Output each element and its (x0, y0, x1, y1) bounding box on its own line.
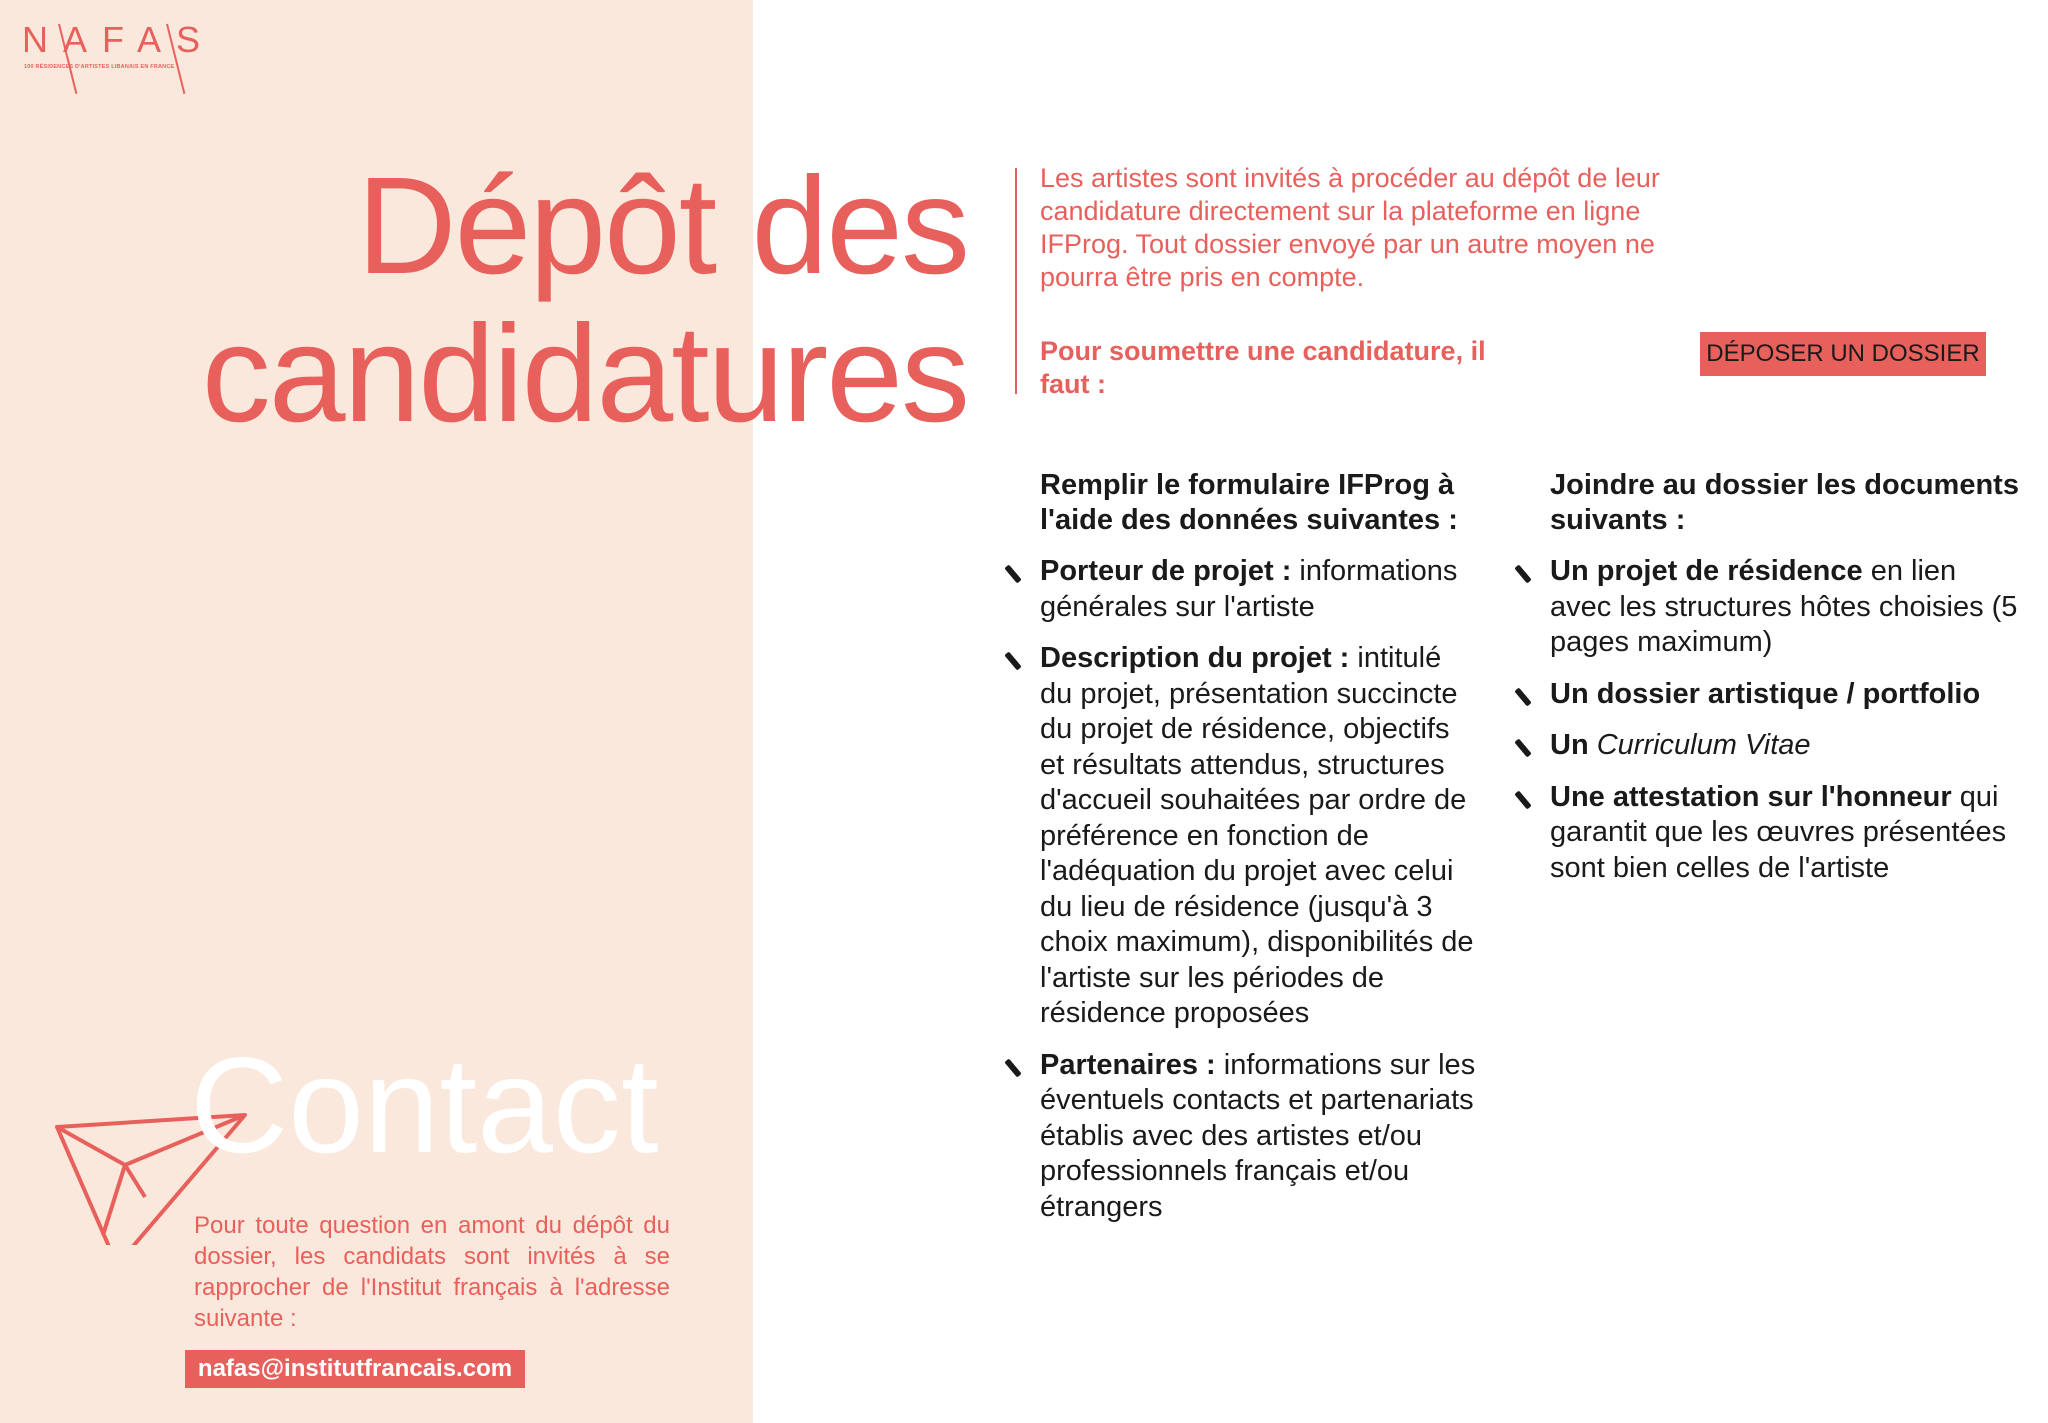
logo-wordmark: NAFAS (22, 19, 216, 60)
requirements-list (1040, 554, 1480, 1225)
item-text: en lien avec les structures hôtes choisies (5 pages maximum) (1550, 555, 2018, 658)
list-item (1550, 780, 2020, 887)
item-text: intitulé du projet, présentation succincte du projet de résidence, objectifs et résultats attendus, structures d'accueil souhaitées par ordre de préférence en fonction de l'adéquation du projet avec celui du lieu de résidence (jusqu'à 3 choix maximum), disponibilités de l'artiste sur les périodes de résidence proposées (1040, 642, 1474, 1029)
item-text: qui garantit que les œuvres présentées sont bien celles de l'artiste (1550, 780, 2007, 884)
submit-label: Pour soumettre une candidature, il faut : (1040, 336, 1486, 399)
contact-title: Contact (190, 1029, 659, 1181)
column-heading: Joindre au dossier les documents suivants : (1550, 469, 2019, 536)
bullet-icon (1004, 564, 1021, 583)
documents-column (1550, 468, 2020, 902)
intro-text: Les artistes sont invités à procéder au dépôt de leur candidature directement sur la plateforme en ligne IFProg. Tout dossier envoyé par un autre moyen ne pourra être pris en compte. (1040, 163, 1660, 292)
bullet-icon (1514, 564, 1531, 583)
page-title (201, 149, 968, 451)
item-label: Un projet de résidence (1550, 555, 1863, 587)
list-item (1040, 1048, 1480, 1226)
item-text: informations générales sur l'artiste (1040, 555, 1458, 623)
contact-email-link[interactable]: nafas@institutfrancais.com (185, 1350, 525, 1388)
bullet-icon (1004, 1058, 1021, 1077)
item-label: Une attestation sur l'honneur (1550, 780, 1952, 813)
list-item (1550, 554, 2020, 661)
list-item (1550, 677, 2020, 713)
item-label: Porteur de projet : (1040, 555, 1292, 587)
list-item (1040, 554, 1480, 625)
divider-line (1015, 168, 1017, 394)
item-label: Un (1550, 729, 1597, 761)
item-label: Un dossier artistique / portfolio (1550, 677, 1981, 710)
item-text: informations sur les éventuels contacts et partenariats établis avec des artistes et/ou professionnels français et/ou étrangers (1040, 1048, 1476, 1223)
bullet-icon (1004, 651, 1021, 670)
bullet-icon (1514, 738, 1531, 757)
bullet-icon (1514, 790, 1531, 809)
item-label: Description du projet : (1040, 642, 1350, 674)
column-heading: Remplir le formulaire IFProg à l'aide des données suivantes : (1040, 469, 1458, 536)
logo-tagline: 100 RÉSIDENCES D'ARTISTES LIBANAIS EN FRANCE (24, 64, 175, 70)
nafas-logo (22, 18, 216, 88)
documents-list (1550, 554, 2020, 886)
contact-text: Pour toute question en amont du dépôt du dossier, les candidats sont invités à se rapprocher de l'Institut français à l'adresse suivante : (194, 1212, 670, 1332)
item-italic-text: Curriculum Vitae (1596, 729, 1811, 761)
deposit-dossier-button[interactable]: DÉPOSER UN DOSSIER (1700, 332, 1986, 376)
title-line-2: candidatures (201, 297, 968, 451)
list-item (1040, 641, 1480, 1032)
title-line-1: Dépôt des (356, 149, 968, 303)
form-requirements-column (1040, 468, 1480, 1241)
item-label: Partenaires : (1040, 1048, 1216, 1081)
bullet-icon (1514, 687, 1531, 706)
list-item (1550, 728, 2020, 764)
